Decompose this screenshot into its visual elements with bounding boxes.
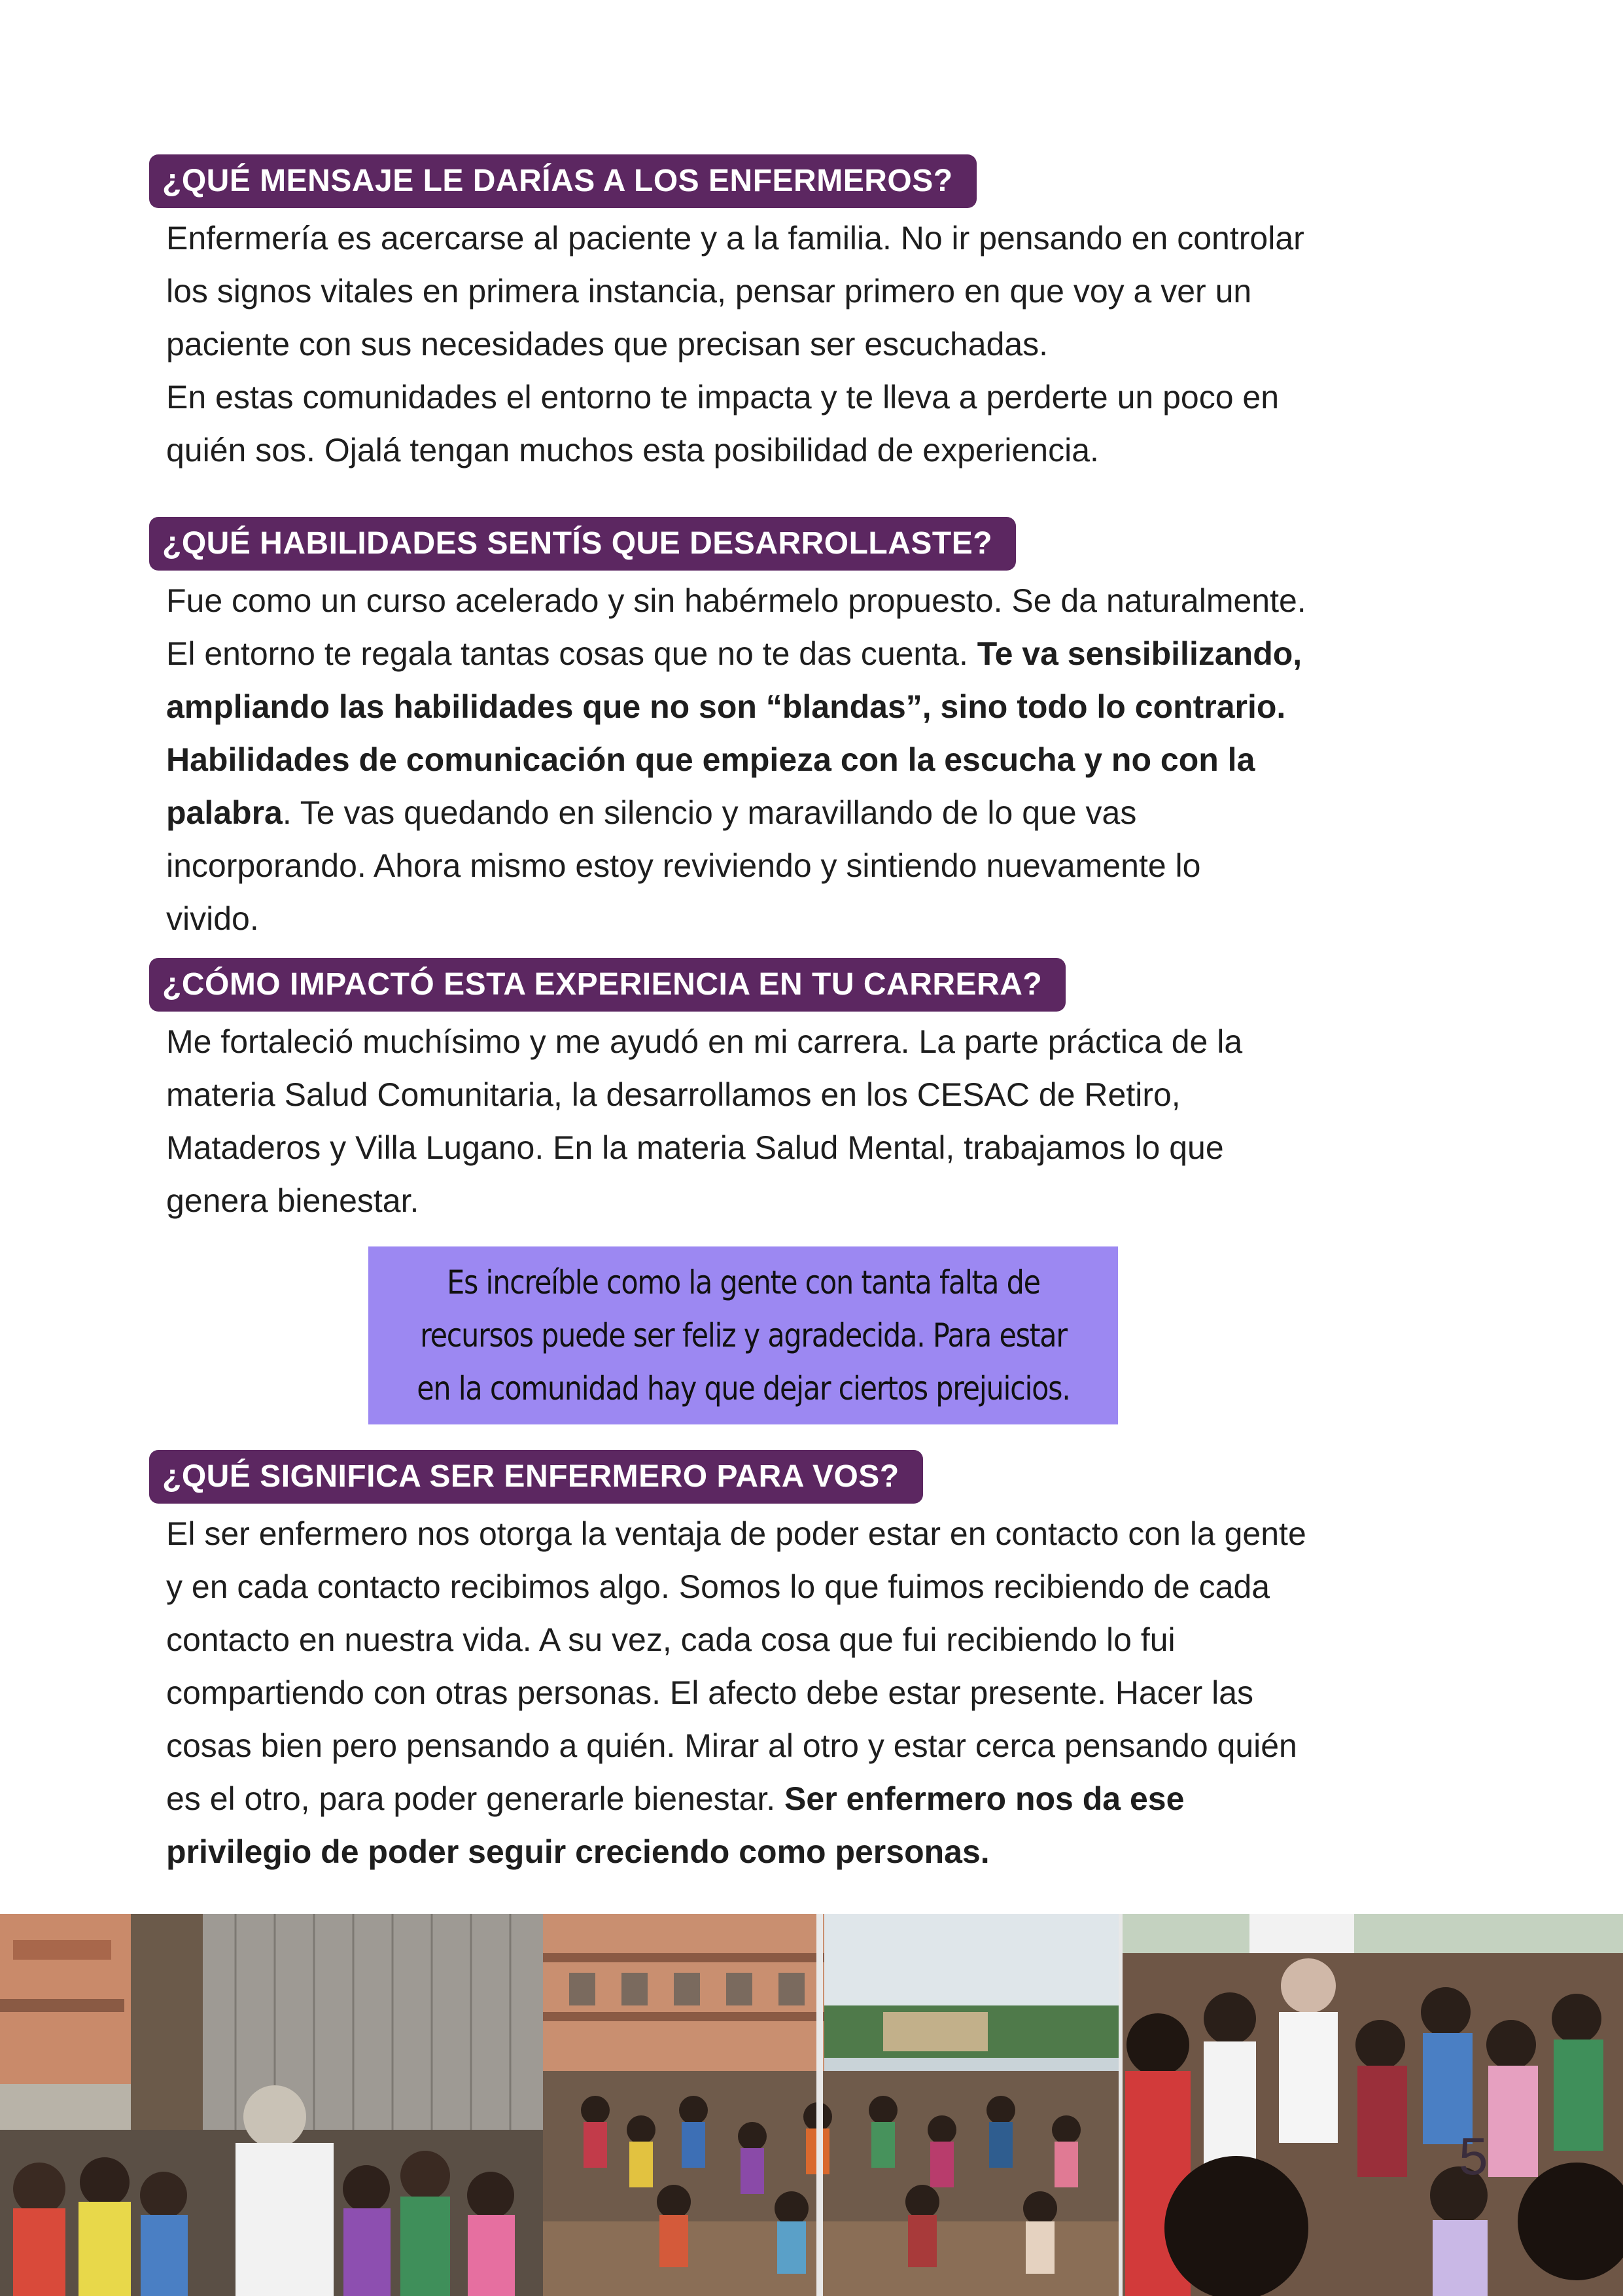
bold-span: Ser enfermero nos da ese	[784, 1780, 1185, 1817]
quote-line: recursos puede ser feliz y agradecida. Para estar	[419, 1316, 1067, 1354]
bold-span: palabra	[166, 794, 283, 831]
section-text-meaning	[166, 1508, 1475, 1879]
text-line	[166, 786, 1475, 839]
quote-text	[417, 1256, 1070, 1415]
text-line: quién sos. Ojalá tengan muchos esta posibilidad de experiencia.	[166, 432, 1099, 468]
text-line: y en cada contacto recibimos algo. Somos lo que fuimos recibiendo de cada	[166, 1568, 1270, 1605]
section-text-skills	[166, 574, 1475, 945]
photo-strip	[0, 1914, 1623, 2296]
highlight-quote	[368, 1246, 1118, 1424]
bold-span: privilegio de poder seguir creciendo como personas.	[166, 1833, 990, 1870]
text-line: Mataderos y Villa Lugano. En la materia Salud Mental, trabajamos lo que	[166, 1129, 1224, 1166]
text-line: compartiendo con otras personas. El afecto debe estar presente. Hacer las	[166, 1674, 1254, 1711]
quote-line: en la comunidad hay que dejar ciertos prejuicios.	[416, 1369, 1070, 1407]
text-line: los signos vitales en primera instancia, pensar primero en que voy a ver un	[166, 273, 1252, 309]
text-span: El entorno te regala tantas cosas que no te das cuenta.	[166, 635, 977, 672]
text-line: Fue como un curso acelerado y sin habérmelo propuesto. Se da naturalmente.	[166, 582, 1306, 619]
text-line	[166, 1773, 1475, 1826]
bold-span: Te va sensibilizando,	[977, 635, 1302, 672]
text-line: paciente con sus necesidades que precisan ser escuchadas.	[166, 326, 1049, 362]
section-text-message	[166, 212, 1475, 477]
section-heading-message: ¿QUÉ MENSAJE LE DARÍAS A LOS ENFERMEROS?	[149, 154, 977, 208]
text-span: . Te vas quedando en silencio y maravillando de lo que vas	[282, 794, 1137, 831]
text-line: cosas bien pero pensando a quién. Mirar al otro y estar cerca pensando quién	[166, 1727, 1297, 1764]
text-line	[166, 733, 1475, 786]
section-heading-meaning: ¿QUÉ SIGNIFICA SER ENFERMERO PARA VOS?	[149, 1450, 923, 1504]
quote-line: Es increíble como la gente con tanta falta de	[446, 1263, 1040, 1301]
bold-span: Habilidades de comunicación que empieza con la escucha y no con la	[166, 741, 1255, 778]
text-line	[166, 680, 1475, 733]
text-line: Me fortaleció muchísimo y me ayudó en mi carrera. La parte práctica de la	[166, 1023, 1243, 1060]
text-line: materia Salud Comunitaria, la desarrollamos en los CESAC de Retiro,	[166, 1076, 1181, 1113]
section-text-career	[166, 1016, 1475, 1227]
text-line: contacto en nuestra vida. A su vez, cada cosa que fui recibiendo lo fui	[166, 1621, 1176, 1658]
text-line: El ser enfermero nos otorga la ventaja de poder estar en contacto con la gente	[166, 1515, 1306, 1552]
text-line: incorporando. Ahora mismo estoy reviviendo y sintiendo nuevamente lo	[166, 847, 1201, 884]
bold-span: ampliando las habilidades que no son “blandas”, sino todo lo contrario.	[166, 688, 1286, 725]
page-number: 5	[1459, 2127, 1488, 2185]
text-line	[166, 627, 1475, 680]
photo-community-left	[0, 1914, 543, 2296]
text-line: En estas comunidades el entorno te impacta y te lleva a perderte un poco en	[166, 379, 1280, 415]
section-heading-skills: ¿QUÉ HABILIDADES SENTÍS QUE DESARROLLASTE?	[149, 517, 1016, 571]
photo-community-center	[543, 1914, 1119, 2296]
text-line	[166, 1826, 1475, 1879]
section-heading-career: ¿CÓMO IMPACTÓ ESTA EXPERIENCIA EN TU CARRERA?	[149, 958, 1066, 1012]
text-line: genera bienestar.	[166, 1182, 419, 1219]
text-line: vivido.	[166, 900, 259, 937]
text-line: Enfermería es acercarse al paciente y a la familia. No ir pensando en controlar	[166, 220, 1304, 256]
text-span: es el otro, para poder generarle bienestar.	[166, 1780, 785, 1817]
photo-community-right	[1119, 1914, 1623, 2296]
